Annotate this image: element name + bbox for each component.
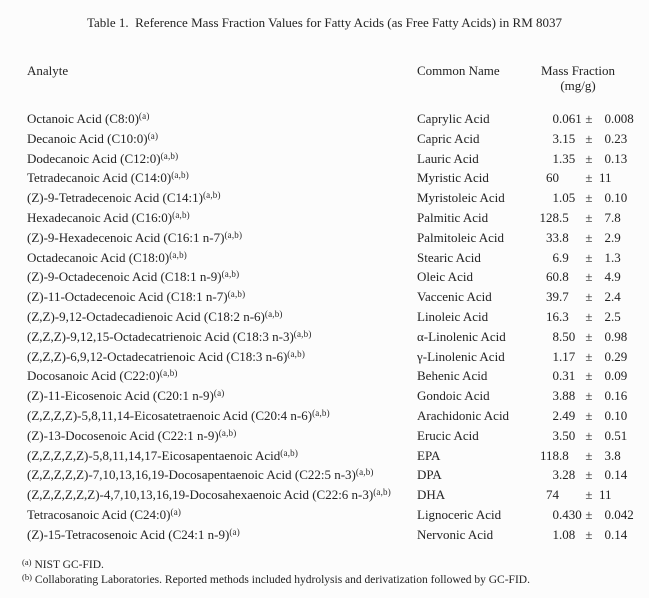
table-row [27, 168, 643, 188]
analyte-cell [27, 366, 417, 386]
common-name-cell: Stearic Acid [417, 249, 481, 265]
footnote-ref: (a) [170, 506, 182, 517]
analyte-name: (Z,Z,Z)-9,12,15-Octadecatrienoic Acid (C18:3 n-3) [27, 328, 294, 344]
footnote-ref: (a,b) [280, 447, 299, 458]
mass-fraction-value: 0.061 [552, 111, 582, 126]
plus-minus-sign: ± [585, 407, 593, 423]
analyte-cell [27, 287, 417, 307]
analyte-cell [27, 109, 417, 129]
analyte-name: (Z)-11-Octadecenoic Acid (C18:1 n-7) [27, 289, 228, 305]
table-row [27, 525, 643, 545]
footnote-ref: (a,b) [287, 348, 306, 359]
analyte-cell [27, 208, 417, 228]
analyte-cell [27, 327, 417, 347]
mass-fraction-value: 39.7 [546, 289, 569, 305]
common-name-cell: γ-Linolenic Acid [417, 348, 505, 364]
common-name-cell: Palmitic Acid [417, 209, 489, 225]
mass-fraction-uncertainty: 2.4 [604, 289, 621, 305]
mass-fraction-table [27, 63, 643, 545]
analyte-cell [27, 406, 417, 426]
analyte-cell [27, 525, 417, 545]
table-body [27, 109, 643, 545]
common-name-cell: Behenic Acid [417, 368, 488, 384]
mass-fraction-uncertainty: 7.8 [604, 209, 621, 225]
plus-minus-sign: ± [585, 526, 593, 542]
analyte-name: Tetradecanoic Acid (C14:0) [27, 170, 172, 186]
common-name-cell: Oleic Acid [417, 269, 473, 285]
analyte-name: (Z)-13-Docosenoic Acid (C22:1 n-9) [27, 427, 219, 443]
common-name-cell: Palmitoleic Acid [417, 229, 505, 245]
table-title: Table 1. Reference Mass Fraction Values for Fatty Acids (as Free Fatty Acids) in RM 8037 [86, 15, 563, 30]
analyte-name: Hexadecanoic Acid (C16:0) [27, 209, 173, 225]
plus-minus-sign: ± [585, 111, 593, 126]
analyte-name: (Z,Z,Z)-6,9,12-Octadecatrienoic Acid (C18:3 n-6) [27, 348, 288, 364]
mass-fraction-value: 16.3 [546, 308, 569, 324]
mass-fraction-header-label: Mass Fraction [541, 63, 616, 78]
footnote-ref: (a,b) [160, 150, 179, 161]
plus-minus-sign: ± [585, 487, 593, 503]
mass-fraction-value: 8.50 [552, 328, 576, 344]
plus-minus-sign: ± [585, 170, 593, 186]
analyte-name: (Z)-9-Hexadecenoic Acid (C16:1 n-7) [27, 229, 225, 245]
footnote-ref: (a,b) [373, 487, 391, 498]
analyte-cell [27, 149, 417, 169]
mass-fraction-value: 3.15 [552, 130, 576, 146]
mass-fraction-uncertainty: 2.5 [604, 308, 621, 324]
common-name-cell: Erucic Acid [417, 427, 479, 443]
plus-minus-sign: ± [585, 348, 593, 364]
plus-minus-sign: ± [585, 467, 593, 483]
footnote-ref: (a,b) [293, 328, 312, 339]
table-row [27, 406, 643, 426]
mass-fraction-uncertainty: 0.09 [604, 368, 628, 384]
table-row [27, 465, 643, 485]
table-row [27, 307, 643, 327]
common-name-cell: DPA [417, 467, 442, 483]
mass-fraction-value: 128.5 [539, 209, 569, 225]
column-header-mass-fraction [535, 63, 643, 109]
common-name-cell: DHA [417, 487, 446, 503]
footnote-ref: (a,b) [264, 308, 283, 319]
analyte-name: (Z,Z,Z,Z,Z)-7,10,13,16,19-Docosapentaenoic Acid (C22:5 n-3) [27, 467, 356, 483]
mass-fraction-value: 60 [546, 170, 559, 186]
analyte-name: (Z,Z)-9,12-Octadecadienoic Acid (C18:2 n-6) [27, 308, 265, 324]
table-row [27, 129, 643, 149]
common-name-cell: Lignoceric Acid [417, 506, 502, 522]
common-name-cell: Arachidonic Acid [417, 407, 510, 423]
analyte-name: (Z,Z,Z,Z,Z)-5,8,11,14,17-Eicosapentaenoic Acid [27, 447, 281, 463]
mass-fraction-value: 74 [546, 487, 559, 503]
mass-fraction-uncertainty: 0.10 [604, 407, 628, 423]
footnote-a-marker: (a) [22, 556, 32, 567]
plus-minus-sign: ± [585, 130, 593, 146]
mass-fraction-uncertainty: 0.51 [604, 427, 628, 443]
footnote-ref: (a) [147, 130, 159, 141]
mass-fraction-uncertainty: 0.98 [604, 328, 628, 344]
mass-fraction-uncertainty: 11 [599, 487, 612, 503]
table-row [27, 228, 643, 248]
analyte-cell [27, 347, 417, 367]
plus-minus-sign: ± [585, 269, 593, 285]
table-container [0, 63, 649, 545]
mass-fraction-value: 0.31 [552, 368, 576, 384]
footnote-ref: (a) [229, 526, 240, 537]
footnote-ref: (a,b) [227, 289, 246, 300]
table-row [27, 485, 643, 505]
mass-fraction-value: 2.49 [552, 407, 576, 423]
table-row [27, 347, 643, 367]
common-name-cell: Gondoic Acid [417, 388, 490, 404]
analyte-cell [27, 485, 417, 505]
mass-fraction-uncertainty: 1.3 [604, 249, 621, 265]
common-name-cell: Myristoleic Acid [417, 190, 505, 206]
footnote-b-marker: (b) [22, 571, 32, 582]
analyte-cell [27, 228, 417, 248]
mass-fraction-header-unit: (mg/g) [560, 78, 596, 93]
table-row [27, 426, 643, 446]
mass-fraction-value: 118.8 [539, 447, 569, 463]
footnote-ref: (a,b) [312, 407, 330, 418]
analyte-name: (Z,Z,Z,Z,Z,Z)-4,7,10,13,16,19-Docosahexaenoic Acid (C22:6 n-3) [27, 487, 374, 503]
mass-fraction-uncertainty: 0.13 [604, 150, 628, 166]
mass-fraction-value: 3.28 [552, 467, 576, 483]
analyte-name: (Z)-15-Tetracosenoic Acid (C24:1 n-9) [27, 526, 230, 542]
plus-minus-sign: ± [585, 229, 593, 245]
footnote-ref: (a,b) [159, 368, 178, 379]
plus-minus-sign: ± [585, 368, 593, 384]
mass-fraction-uncertainty: 3.8 [604, 447, 621, 463]
analyte-cell [27, 248, 417, 268]
footnote-ref: (a,b) [172, 209, 190, 220]
mass-fraction-uncertainty: 0.29 [604, 348, 628, 364]
common-name-cell: Caprylic Acid [417, 111, 490, 126]
footnote-ref: (a,b) [218, 427, 237, 438]
analyte-name: Tetracosanoic Acid (C24:0) [27, 506, 171, 522]
common-name-cell: Nervonic Acid [417, 526, 494, 542]
analyte-cell [27, 465, 417, 485]
mass-fraction-uncertainty: 0.23 [604, 130, 628, 146]
mass-fraction-value: 0.430 [552, 506, 582, 522]
analyte-cell [27, 168, 417, 188]
footnote-ref: (a) [213, 388, 225, 399]
analyte-cell [27, 188, 417, 208]
mass-fraction-uncertainty: 4.9 [604, 269, 621, 285]
footnote-a [22, 558, 649, 573]
table-row [27, 188, 643, 208]
table-row [27, 386, 643, 406]
analyte-name: (Z,Z,Z,Z)-5,8,11,14-Eicosatetraenoic Acid (C20:4 n-6) [27, 407, 313, 423]
mass-fraction-uncertainty: 11 [599, 170, 612, 186]
plus-minus-sign: ± [585, 150, 593, 166]
analyte-name: (Z)-9-Tetradecenoic Acid (C14:1) [27, 190, 203, 206]
common-name-cell: Capric Acid [417, 130, 480, 146]
table-row [27, 327, 643, 347]
mass-fraction-value: 3.88 [552, 388, 576, 404]
analyte-cell [27, 129, 417, 149]
plus-minus-sign: ± [585, 388, 593, 404]
plus-minus-sign: ± [585, 328, 593, 344]
mass-fraction-value: 33.8 [546, 229, 569, 245]
header-row [27, 63, 643, 109]
footnote-ref: (a,b) [202, 190, 221, 201]
mass-fraction-uncertainty: 0.008 [604, 111, 634, 126]
analyte-cell [27, 505, 417, 525]
footnote-ref: (a,b) [355, 467, 374, 478]
common-name-cell: α-Linolenic Acid [417, 328, 506, 344]
mass-fraction-uncertainty: 2.9 [604, 229, 621, 245]
common-name-cell: Linoleic Acid [417, 308, 489, 324]
table-row [27, 267, 643, 287]
table-row [27, 287, 643, 307]
table-row [27, 149, 643, 169]
mass-fraction-uncertainty: 0.14 [604, 526, 628, 542]
analyte-cell [27, 307, 417, 327]
mass-fraction-value: 1.08 [552, 526, 576, 542]
plus-minus-sign: ± [585, 249, 593, 265]
mass-fraction-value: 6.9 [552, 249, 569, 265]
mass-fraction-uncertainty: 0.14 [604, 467, 628, 483]
mass-fraction-uncertainty: 0.042 [604, 506, 634, 522]
mass-fraction-value: 3.50 [552, 427, 576, 443]
column-header-analyte: Analyte [27, 63, 69, 78]
table-row [27, 248, 643, 268]
table-row [27, 109, 643, 129]
mass-fraction-value: 1.17 [552, 348, 576, 364]
common-name-cell: Myristic Acid [417, 170, 489, 186]
analyte-name: Octadecanoic Acid (C18:0) [27, 249, 170, 265]
common-name-cell: Vaccenic Acid [417, 289, 492, 305]
analyte-name: Octanoic Acid (C8:0) [27, 111, 139, 126]
footnote-b-text: Collaborating Laboratories. Reported methods included hydrolysis and derivatization followed by GC-FID. [34, 573, 530, 586]
footnote-ref: (a,b) [169, 249, 187, 260]
common-name-cell: Lauric Acid [417, 150, 479, 166]
plus-minus-sign: ± [585, 447, 593, 463]
footnote-b [22, 573, 649, 588]
mass-fraction-value: 1.35 [552, 150, 576, 166]
mass-fraction-value: 60.8 [546, 269, 569, 285]
table-row [27, 208, 643, 228]
footnotes [22, 558, 649, 588]
footnote-ref: (a) [138, 111, 150, 121]
plus-minus-sign: ± [585, 427, 593, 443]
analyte-name: (Z)-9-Octadecenoic Acid (C18:1 n-9) [27, 269, 222, 285]
analyte-cell [27, 267, 417, 287]
footnote-ref: (a,b) [221, 269, 240, 280]
footnote-ref: (a,b) [224, 229, 243, 240]
column-header-common-name: Common Name [417, 63, 500, 78]
mass-fraction-value: 1.05 [552, 190, 576, 206]
footnote-a-text: NIST GC-FID. [34, 558, 104, 571]
plus-minus-sign: ± [585, 308, 593, 324]
analyte-name: Decanoic Acid (C10:0) [27, 130, 148, 146]
footnote-ref: (a,b) [171, 170, 189, 181]
mass-fraction-uncertainty: 0.10 [604, 190, 628, 206]
analyte-name: Dodecanoic Acid (C12:0) [27, 150, 161, 166]
plus-minus-sign: ± [585, 289, 593, 305]
analyte-cell [27, 426, 417, 446]
analyte-cell [27, 446, 417, 466]
table-row [27, 366, 643, 386]
table-row [27, 505, 643, 525]
plus-minus-sign: ± [585, 506, 593, 522]
mass-fraction-uncertainty: 0.16 [604, 388, 628, 404]
analyte-name: (Z)-11-Eicosenoic Acid (C20:1 n-9) [27, 388, 214, 404]
plus-minus-sign: ± [585, 190, 593, 206]
analyte-name: Docosanoic Acid (C22:0) [27, 368, 160, 384]
analyte-cell [27, 386, 417, 406]
common-name-cell: EPA [417, 447, 441, 463]
plus-minus-sign: ± [585, 209, 593, 225]
table-row [27, 446, 643, 466]
